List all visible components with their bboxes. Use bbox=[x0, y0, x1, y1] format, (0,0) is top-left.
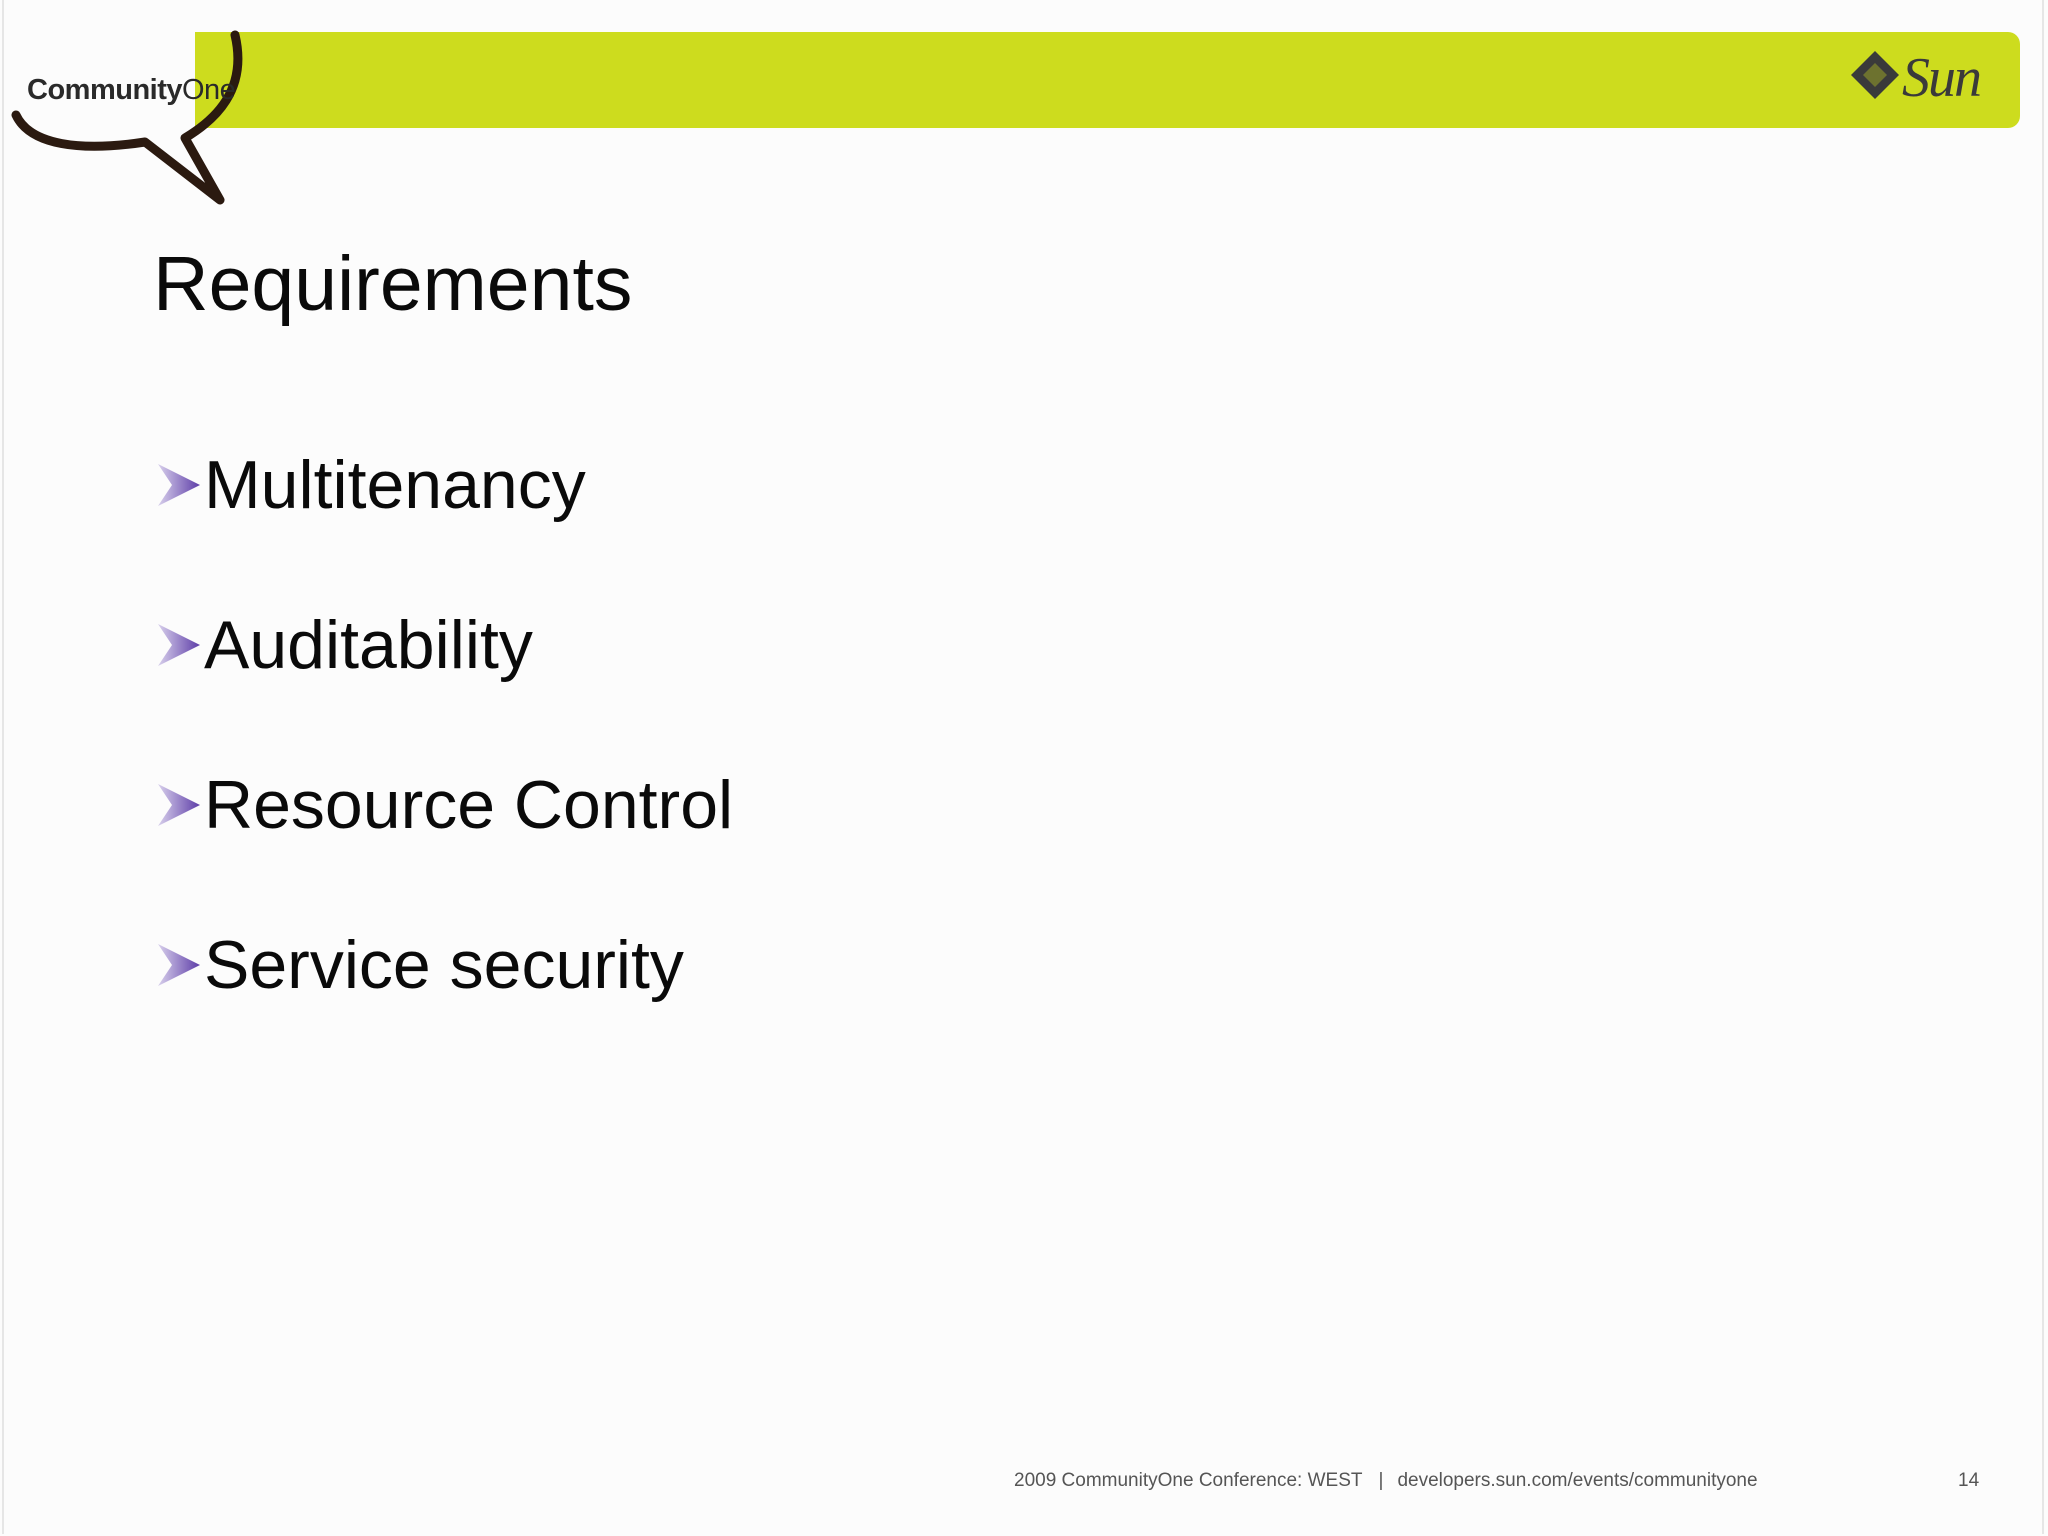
slide-title: Requirements bbox=[153, 241, 633, 327]
chevron-right-icon bbox=[158, 940, 200, 990]
bullet-list bbox=[158, 440, 733, 1080]
sun-diamond-icon bbox=[1850, 50, 1900, 100]
footer bbox=[1014, 1470, 1758, 1492]
logo-community-bold: Community bbox=[27, 74, 182, 106]
bullet-text: Auditability bbox=[204, 607, 533, 683]
sun-logo-text: Sun bbox=[1902, 47, 1980, 109]
communityone-logo-text bbox=[27, 74, 235, 107]
chevron-right-icon bbox=[158, 460, 200, 510]
footer-url[interactable]: developers.sun.com/events/communityone bbox=[1397, 1470, 1758, 1491]
bullet-text: Service security bbox=[204, 927, 684, 1003]
bullet-item bbox=[158, 440, 733, 600]
bullet-item bbox=[158, 600, 733, 760]
footer-conference: 2009 CommunityOne Conference: WEST bbox=[1014, 1470, 1363, 1491]
bullet-text: Resource Control bbox=[204, 767, 734, 843]
page-number: 14 bbox=[1958, 1470, 1980, 1491]
bullet-item bbox=[158, 760, 733, 920]
logo-community-light: One bbox=[182, 74, 236, 106]
chevron-right-icon bbox=[158, 620, 200, 670]
speech-bubble-icon bbox=[10, 20, 250, 205]
bullet-text: Multitenancy bbox=[204, 447, 586, 523]
sun-logo bbox=[1850, 46, 2010, 116]
bullet-item bbox=[158, 920, 733, 1080]
header-band bbox=[195, 32, 2020, 128]
chevron-right-icon bbox=[158, 780, 200, 830]
communityone-logo bbox=[10, 20, 250, 205]
footer-separator: | bbox=[1378, 1470, 1384, 1491]
